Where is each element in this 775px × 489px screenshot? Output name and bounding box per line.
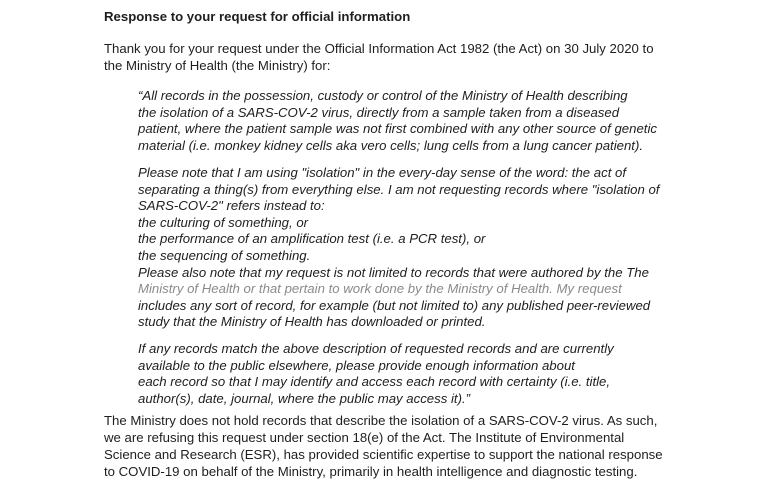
response-line: to COVID-19 on behalf of the Ministry, primarily in health intelligence and diagnostic testing. [104,464,638,479]
intro-line: the Ministry of Health (the Ministry) for: [104,58,331,73]
response-line: Science and Research (ESR), has provided scientific expertise to support the national response [104,447,663,462]
quote-line: SARS-COV-2" refers instead to: [138,198,325,214]
quote-line: each record so that I may identify and access each record with certainty (i.e. title, [138,374,611,390]
document-heading: Response to your request for official information [104,9,411,24]
quote-line: separating a thing(s) from everything else. I am not requesting records where "isolation of [138,181,660,197]
quote-line: “All records in the possession, custody or control of the Ministry of Health describing [138,88,628,103]
quote-line: the sequencing of something. [138,247,311,263]
quote-line: If any records match the above description of requested records and are currently [138,341,614,356]
quote-line: available to the public elsewhere, please provide enough information about [138,357,575,373]
quote-line: the performance of an amplification test (i.e. a PCR test), or [138,231,486,247]
ministry-response-paragraph [104,412,663,480]
request-quote-part-1 [138,88,657,154]
quote-line: Please note that I am using "isolation" in the every-day sense of the word: the act of [138,165,627,180]
response-line: The Ministry does not hold records that describe the isolation of a SARS-COV-2 virus. As such, [104,413,658,428]
quote-line: Please also note that my request is not limited to records that were authored by the The [138,264,649,280]
quote-line: Ministry of Health or that pertain to work done by the Ministry of Health. My request [138,281,622,297]
quote-line: the isolation of a SARS-COV-2 virus, directly from a sample taken from a diseased [138,104,620,120]
request-quote-part-2 [138,165,659,331]
request-quote-part-3 [138,341,614,407]
quote-line: material (i.e. monkey kidney cells aka vero cells; lung cells from a lung cancer patient). [138,137,644,153]
response-line: we are refusing this request under section 18(e) of the Act. The Institute of Environmental [104,430,625,445]
quote-line: the culturing of something, or [138,214,309,230]
quote-line: includes any sort of record, for example (but not limited to) any published peer-reviewed [138,297,651,313]
quote-line: patient, where the patient sample was not first combined with any other source of genetic [138,121,657,137]
intro-paragraph [104,40,654,74]
quote-line: author(s), date, journal, where the public may access it).” [138,390,471,406]
intro-line: Thank you for your request under the Official Information Act 1982 (the Act) on 30 July 2020 to [104,41,654,56]
quote-line: study that the Ministry of Health has downloaded or printed. [138,314,486,330]
